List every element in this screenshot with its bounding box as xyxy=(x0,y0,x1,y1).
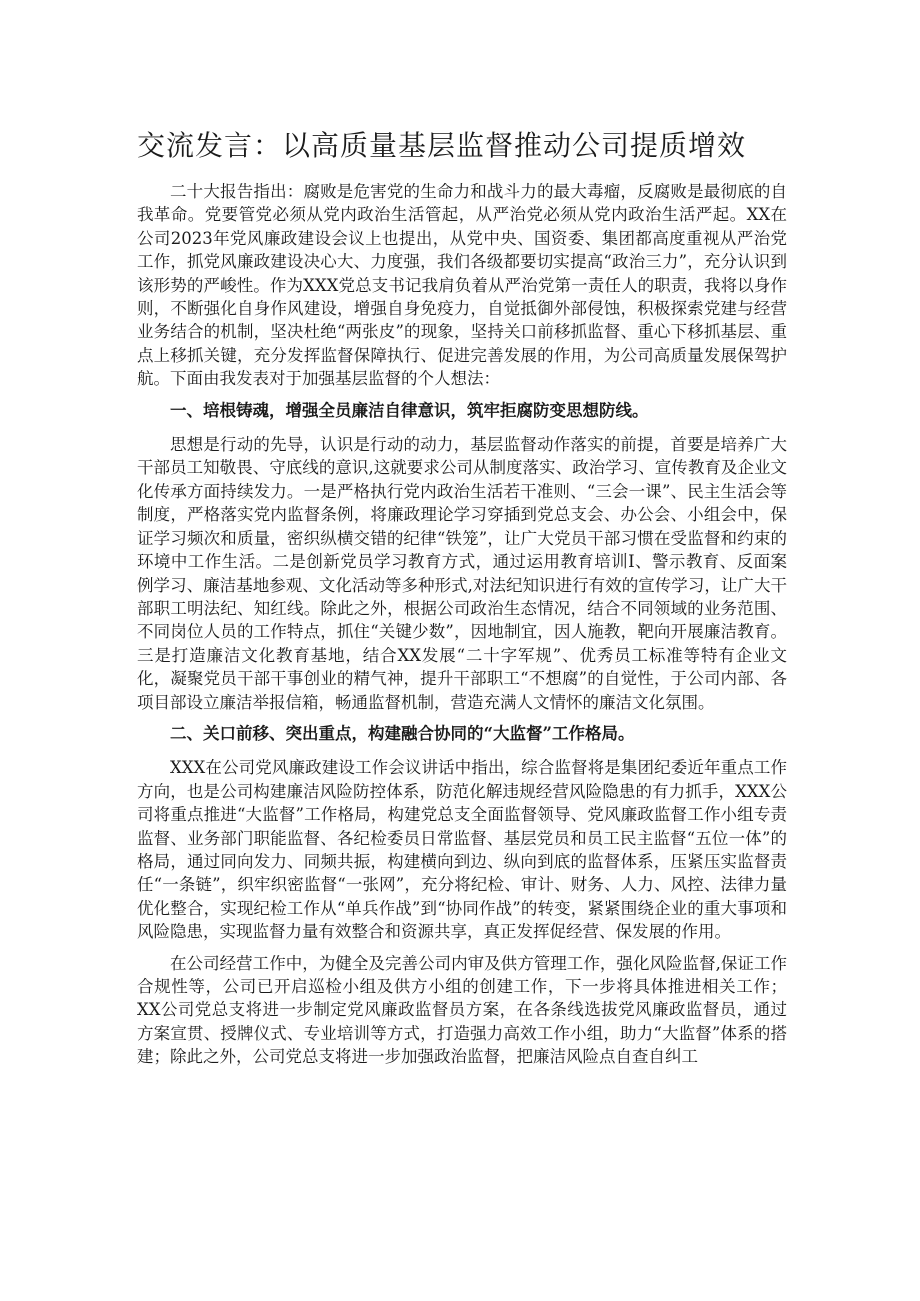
intro-paragraph: 二十大报告指出：腐败是危害党的生命力和战斗力的最大毒瘤，反腐败是最彻底的自我革命。党要管党必须从党内政治生活管起，从严治党必须从党内政治生活严起。XX在公司2023年党风廉政建设会议上也提出，从党中央、国资委、集团都高度重视从严治党工作，抓党风廉政建设决心大、力度强，我们各级都要切实提高“政治三力”，充分认识到该形势的严峻性。作为XXX党总支书记我肩负着从严治党第一责任人的职责，我将以身作则，不断强化自身作风建设，增强自身免疫力，自觉抵御外部侵蚀，积极探索党建与经营业务结合的机制，坚决杜绝“两张皮”的现象，坚持关口前移抓监督、重心下移抓基层、重点上移抓关键，充分发挥监督保障执行、促进完善发展的作用，为公司高质量发展保驾护航。下面由我发表对于加强基层监督的个人想法： xyxy=(137,182,787,389)
section-heading-1: 一、培根铸魂，增强全员廉洁自律意识，筑牢拒腐防变思想防线。 xyxy=(170,400,649,420)
section-2-paragraph-2: 在公司经营工作中，为健全及完善公司内审及供方管理工作，强化风险监督,保证工作合规性等，公司已开启巡检小组及供方小组的创建工作，下一步将具体推进相关工作；XX公司党总支将进一步制定党风廉政监督员方案，在各条线选拔党风廉政监督员，通过方案宣贯、授牌仪式、专业培训等方式，打造强力高效工作小组，助力“大监督”体系的搭建；除此之外，公司党总支将进一步加强政治监督，把廉洁风险点自查自纠工 xyxy=(137,953,787,1067)
section-heading-2: 二、关口前移、突出重点，构建融合协同的“大监督”工作格局。 xyxy=(170,723,635,743)
document-body xyxy=(137,180,787,1077)
section-2-paragraph-1: XXX在公司党风廉政建设工作会议讲话中指出，综合监督将是集团纪委近年重点工作方向，也是公司构建廉洁风险防控体系，防范化解违规经营风险隐患的有力抓手，XXX公司将重点推进“大监督”工作格局，构建党总支全面监督领导、党风廉政监督工作小组专责监督、业务部门职能监督、各纪检委员日常监督、基层党员和员工民主监督“五位一体”的格局，通过同向发力、同频共振，构建横向到边、纵向到底的监督体系，压紧压实监督责任“一条链”，织牢织密监督“一张网”，充分将纪检、审计、财务、人力、风控、法律力量优化整合，实现纪检工作从“单兵作战”到“协同作战”的转变，紧紧围绕企业的重大事项和风险隐患，实现监督力量有效整合和资源共享，真正发挥促经营、保发展的作用。 xyxy=(137,758,787,942)
document-title: 交流发言：以高质量基层监督推动公司提质增效 xyxy=(137,129,747,162)
section-1-paragraph: 思想是行动的先导，认识是行动的动力，基层监督动作落实的前提，首要是培养广大干部员工知敬畏、守底线的意识,这就要求公司从制度落实、政治学习、宣传教育及企业文化传承方面持续发力。一是严格执行党内政治生活若干准则、“三会一课”、民主生活会等制度，严格落实党内监督条例，将廉政理论学习穿插到党总支会、办公会、小组会中，保证学习频次和质量，密织纵横交错的纪律“铁笼”，让广大党员干部习惯在受监督和约束的环境中工作生活。二是创新党员学习教育方式，通过运用教育培训I、警示教育、反面案例学习、廉洁基地参观、文化活动等多种形式,对法纪知识进行有效的宣传学习，让广大干部职工明法纪、知红线。除此之外，根据公司政治生态情况，结合不同领域的业务范围、不同岗位人员的工作特点，抓住“关键少数”，因地制宜，因人施教，靶向开展廉洁教育。三是打造廉洁文化教育基地，结合XX发展“二十字军规”、优秀员工标准等特有企业文化，凝聚党员干部干事创业的精气神，提升干部职工“不想腐”的自觉性，于公司内部、各项目部设立廉洁举报信箱，畅通监督机制，营造充满人文情怀的廉洁文化氛围。 xyxy=(137,435,787,712)
